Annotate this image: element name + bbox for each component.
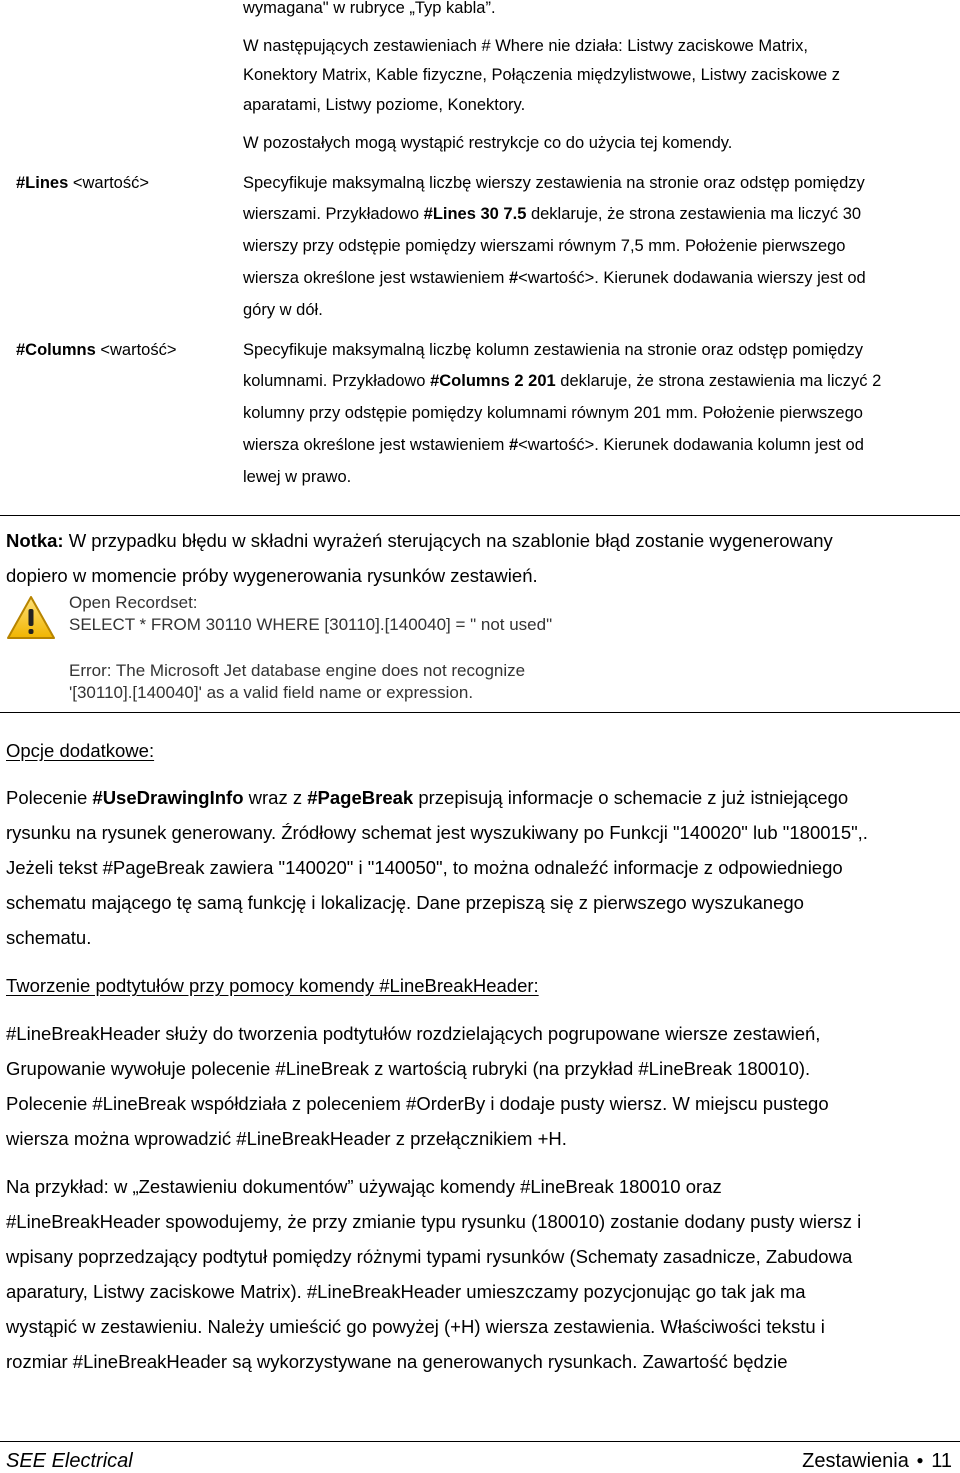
code-span: #Lines 30 7.5 — [423, 205, 527, 223]
term-arg: <wartość> — [68, 174, 149, 192]
def-line: góry w dół. — [243, 301, 323, 319]
text-line: W następujących zestawieniach # Where nie działa: Listwy zaciskowe Matrix, — [243, 37, 808, 55]
footer-section — [802, 1450, 952, 1473]
text-span: wraz z — [243, 787, 308, 808]
body-line: #LineBreakHeader służy do tworzenia podtytułów rozdzielających pogrupowane wiersze zestawień, — [6, 1023, 821, 1044]
body-line: #LineBreakHeader spowodujemy, że przy zmianie typu rysunku (180010) zostanie dodany pusty wiersz i — [6, 1211, 862, 1232]
term-lines — [16, 168, 149, 200]
text-span: deklaruje, że strona zestawienia ma liczyć 2 — [555, 372, 882, 390]
dialog-error: Error: The Microsoft Jet database engine does not recognize — [69, 661, 526, 680]
text-span: W przypadku błędu w składni wyrażeń sterujących na szablonie błąd zostanie wygenerowany — [63, 530, 833, 551]
body-line — [6, 780, 848, 815]
text-span: wiersza określone jest wstawieniem — [243, 269, 509, 287]
footer-chapter: Zestawienia — [802, 1450, 909, 1472]
text-span: przepisują informacje o schemacie z już istniejącego — [413, 787, 849, 808]
text-span: deklaruje, że strona zestawienia ma liczyć 30 — [526, 205, 862, 223]
text-span: wierszami. Przykładowo — [243, 205, 424, 223]
body-line: Jeżeli tekst #PageBreak zawiera "140020" i "140050", to można odnaleźć informacje z odpowiedniego — [6, 857, 843, 878]
def-line: kolumny przy odstępie pomiędzy kolumnami równym 201 mm. Położenie pierwszego — [243, 404, 863, 422]
text-line: Konektory Matrix, Kable fizyczne, Połączenia międzylistwowe, Listwy zaciskowe z — [243, 66, 840, 84]
note-line: dopiero w momencie próby wygenerowania rysunków zestawień. — [6, 565, 538, 586]
body-line: schematu mającego tę samą funkcję i lokalizację. Dane przepiszą się z pierwszego wyszukanego — [6, 892, 804, 913]
def-line — [243, 199, 861, 231]
code-span: #PageBreak — [307, 787, 414, 808]
body-line: Na przykład: w „Zestawieniu dokumentów” używając komendy #LineBreak 180010 oraz — [6, 1176, 722, 1197]
note-label: Notka: — [6, 530, 64, 551]
code-span: #Columns 2 201 — [430, 372, 556, 390]
text-span: <wartość>. Kierunek dodawania kolumn jest od — [518, 436, 864, 454]
body-line: Grupowanie wywołuje polecenie #LineBreak z wartością rubryki (na przykład #LineBreak 180010). — [6, 1058, 811, 1079]
term-arg: <wartość> — [95, 341, 177, 359]
dialog-title: Open Recordset: — [69, 593, 198, 612]
def-line: lewej w prawo. — [243, 468, 352, 486]
body-line: rozmiar #LineBreakHeader są wykorzystywane na generowanych rysunkach. Zawartość będzie — [6, 1351, 788, 1372]
bullet-icon: ● — [916, 1453, 924, 1467]
warning-icon — [6, 595, 56, 641]
def-line: Specyfikuje maksymalną liczbę kolumn zestawienia na stronie oraz odstęp pomiędzy — [243, 341, 863, 359]
term-keyword: #Lines — [16, 174, 69, 192]
def-line — [243, 263, 866, 295]
text-span: kolumnami. Przykładowo — [243, 372, 431, 390]
body-line: Polecenie #LineBreak współdziała z poleceniem #OrderBy i dodaje pusty wiersz. W miejscu pustego — [6, 1093, 829, 1114]
code-span: # — [508, 436, 519, 454]
code-span: # — [508, 269, 519, 287]
page-number: 11 — [931, 1450, 952, 1472]
footer-product: SEE Electrical — [6, 1450, 133, 1472]
text-line: aparatami, Listwy poziome, Konektory. — [243, 96, 526, 114]
term-keyword: #Columns — [16, 341, 96, 359]
dialog-query: SELECT * FROM 30110 WHERE [30110].[140040] = " not used" — [69, 615, 553, 634]
body-line: wystąpić w zestawieniu. Należy umieścić go powyżej (+H) wiersza zestawienia. Właściwości tekstu i — [6, 1316, 825, 1337]
section-heading: Opcje dodatkowe: — [6, 740, 155, 761]
error-screenshot — [6, 593, 566, 711]
text-line: wymagana" w rubryce „Typ kabla”. — [243, 0, 496, 17]
def-line — [243, 366, 881, 398]
footer-divider — [0, 1441, 960, 1442]
body-line: aparatury, Listwy zaciskowe Matrix). #LineBreakHeader umieszczamy pozycjonując go tak jak ma — [6, 1281, 806, 1302]
body-line: wiersza można wprowadzić #LineBreakHeader z przełącznikiem +H. — [6, 1128, 567, 1149]
text-span: <wartość>. Kierunek dodawania wierszy jest od — [518, 269, 866, 287]
text-span: wiersza określone jest wstawieniem — [243, 436, 509, 454]
def-line: wierszy przy odstępie pomiędzy wierszami równym 7,5 mm. Położenie pierwszego — [243, 237, 846, 255]
def-line — [243, 430, 864, 462]
divider — [0, 515, 960, 516]
def-line: Specyfikuje maksymalną liczbę wierszy zestawienia na stronie oraz odstęp pomiędzy — [243, 174, 865, 192]
text-line: W pozostałych mogą wystąpić restrykcje co do użycia tej komendy. — [243, 134, 733, 152]
text-span: Polecenie — [6, 787, 93, 808]
body-line: wpisany poprzedzający podtytuł pomiędzy różnymi typami rysunków (Schematy zasadnicze, Zabudowa — [6, 1246, 853, 1267]
body-line: schematu. — [6, 927, 92, 948]
dialog-error: '[30110].[140040]' as a valid field name or expression. — [69, 683, 474, 702]
divider — [0, 712, 960, 713]
term-columns — [16, 335, 176, 367]
body-line: rysunku na rysunek generowany. Źródłowy schemat jest wyszukiwany po Funkcji "140020" lub "180015",. — [6, 822, 868, 843]
note-line — [6, 523, 833, 558]
section-heading: Tworzenie podtytułów przy pomocy komendy #LineBreakHeader: — [6, 975, 539, 996]
code-span: #UseDrawingInfo — [92, 787, 244, 808]
